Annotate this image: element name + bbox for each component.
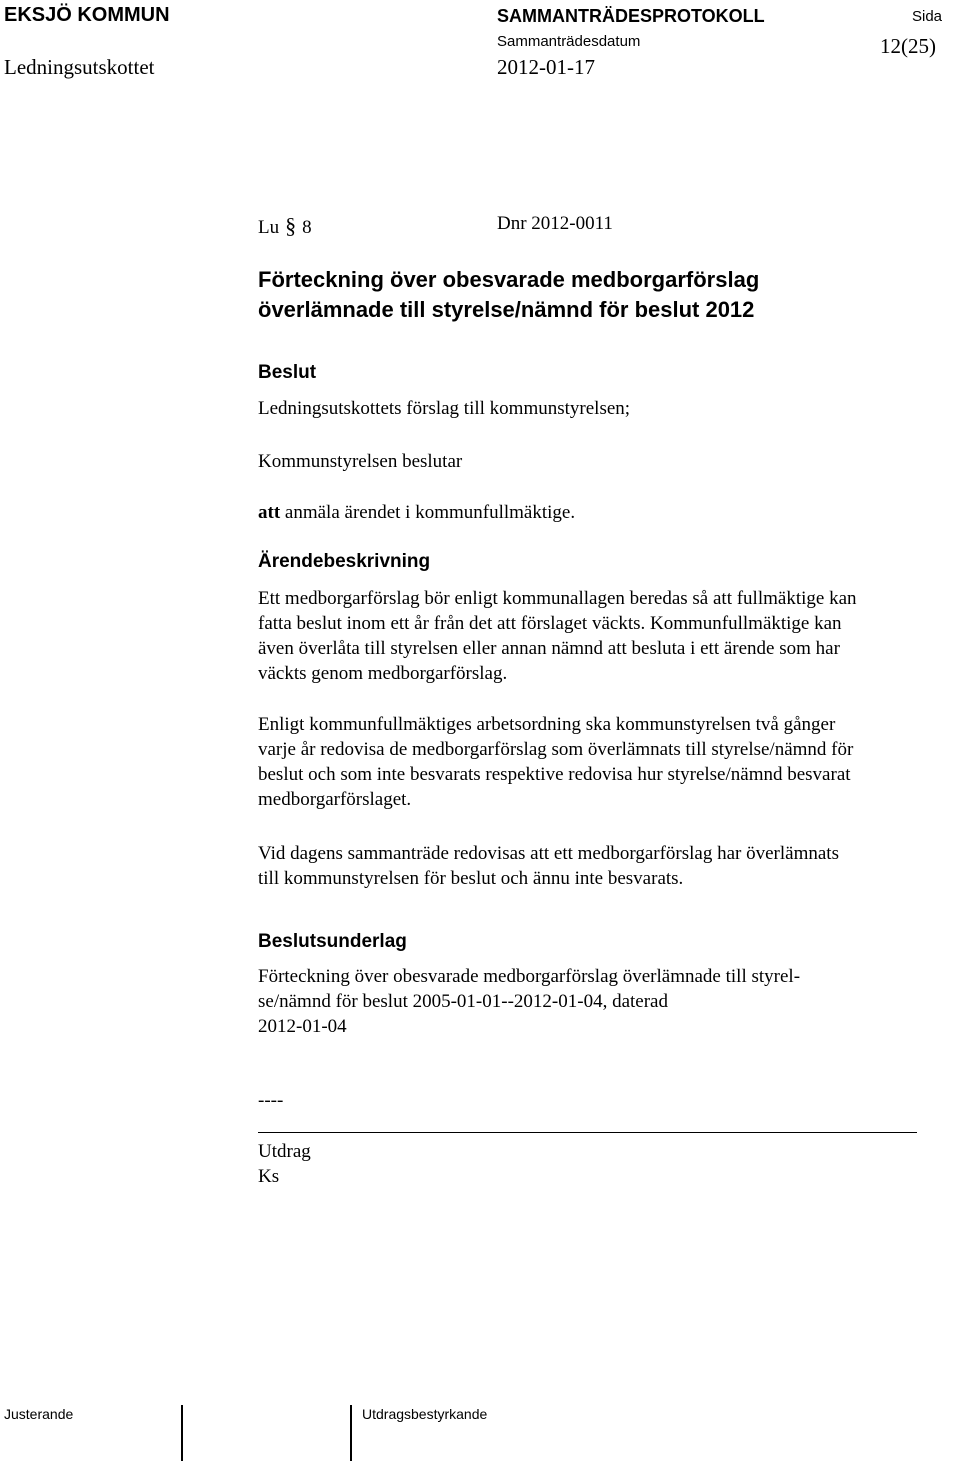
meeting-date: 2012-01-17	[497, 55, 595, 79]
footer-justerande-label: Justerande	[4, 1406, 74, 1422]
committee-name: Ledningsutskottet	[4, 55, 155, 79]
description-paragraph	[258, 841, 958, 891]
meeting-date-label: Sammanträdesdatum	[497, 33, 641, 50]
description-paragraph	[258, 712, 958, 812]
att-text: anmäla ärendet i kommunfullmäktige.	[280, 502, 576, 523]
decision-heading: Beslut	[258, 362, 317, 383]
basis-heading: Beslutsunderlag	[258, 931, 407, 952]
description-heading: Ärendebeskrivning	[258, 551, 431, 572]
page-label: Sida	[912, 8, 943, 25]
att-keyword: att	[258, 502, 281, 523]
distribution-item: Ks	[258, 1166, 280, 1187]
section-symbol-icon: §	[285, 213, 297, 238]
paragraph-reference	[258, 213, 312, 239]
paragraph-prefix: Lu	[258, 217, 280, 238]
distribution-separator: ----	[258, 1090, 284, 1111]
case-title-line: överlämnade till styrelse/nämnd för beslut 2012	[258, 297, 755, 322]
text-line: medborgarförslaget.	[258, 789, 412, 810]
distribution-list	[258, 1139, 958, 1189]
text-line: till kommunstyrelsen för beslut och ännu inte besvarats.	[258, 868, 684, 889]
distribution-divider	[258, 1132, 917, 1133]
decision-att-clause	[258, 500, 958, 525]
footer-utdragsbestyrkande-label: Utdragsbestyrkande	[362, 1406, 488, 1422]
case-title-line: Förteckning över obesvarade medborgarförslag	[258, 267, 760, 292]
signature-divider	[350, 1405, 352, 1461]
text-line: även överlåta till styrelsen eller annan nämnd att besluta i ett ärende som har	[258, 638, 840, 659]
decision-line: Ledningsutskottets förslag till kommunstyrelsen;	[258, 398, 631, 419]
text-line: se/nämnd för beslut 2005-01-01--2012-01-04, daterad	[258, 991, 668, 1012]
diary-number: Dnr 2012-0011	[497, 213, 613, 234]
page-number: 12(25)	[880, 34, 936, 58]
text-line: Ett medborgarförslag bör enligt kommunallagen beredas så att fullmäktige kan	[258, 588, 857, 609]
municipality-name: EKSJÖ KOMMUN	[4, 4, 170, 26]
description-paragraph	[258, 586, 958, 686]
document-title: SAMMANTRÄDESPROTOKOLL	[497, 6, 765, 26]
decision-line: Kommunstyrelsen beslutar	[258, 451, 463, 472]
distribution-item: Utdrag	[258, 1141, 311, 1162]
text-line: varje år redovisa de medborgarförslag som överlämnats till styrelse/nämnd för	[258, 739, 854, 760]
text-line: Enligt kommunfullmäktiges arbetsordning ska kommunstyrelsen två gånger	[258, 714, 836, 735]
text-line: Förteckning över obesvarade medborgarförslag överlämnade till styrel-	[258, 966, 801, 987]
basis-list	[258, 964, 958, 1039]
paragraph-number: 8	[302, 217, 312, 238]
text-line: 2012-01-04	[258, 1016, 347, 1037]
signature-divider	[181, 1405, 183, 1461]
text-line: Vid dagens sammanträde redovisas att ett medborgarförslag har överlämnats	[258, 843, 839, 864]
text-line: fatta beslut inom ett år från det att förslaget väckts. Kommunfullmäktige kan	[258, 613, 842, 634]
case-title	[258, 265, 958, 325]
text-line: beslut och som inte besvarats respektive redovisa hur styrelse/nämnd besvarat	[258, 764, 851, 785]
text-line: väckts genom medborgarförslag.	[258, 663, 508, 684]
